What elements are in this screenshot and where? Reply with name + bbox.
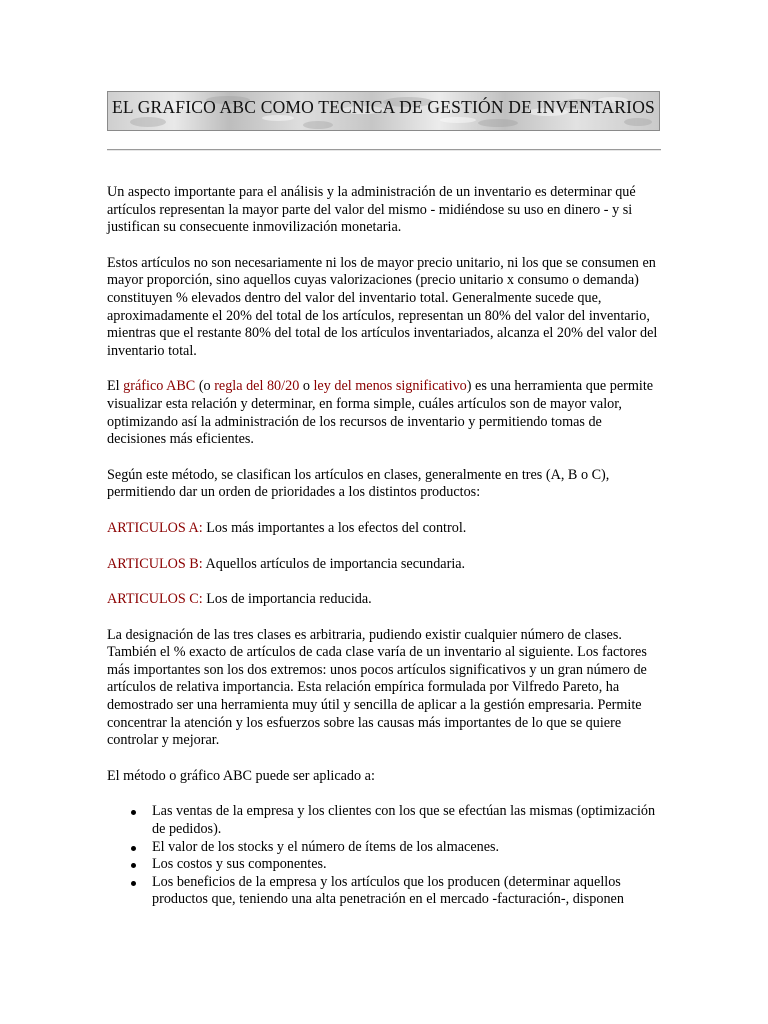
class-b-label: ARTICULOS B: [107,555,203,572]
title-banner [107,91,660,131]
text-fragment: ) es una herramienta que permite visualizar esta relación y determinar, en forma simple, cuáles artículos son de mayor valor, optimizando así la administración de los recursos de inventario y permitiendo tomas de decisiones más eficientes. [107,378,654,448]
page-title: EL GRAFICO ABC COMO TECNICA DE GESTIÓN DE INVENTARIOS [112,97,655,117]
class-b-item [107,556,662,574]
class-a-text: Los más importantes a los efectos del control. [202,519,467,536]
applications-list [107,803,662,909]
class-a-item [107,520,662,538]
paragraph-intro: Un aspecto importante para el análisis y la administración de un inventario es determinar qué artículos representan la mayor parte del valor del mismo - midiéndose su uso en dinero - y si justifican su consecuente inmovilización monetaria. [107,184,636,236]
class-a-label: ARTICULOS A: [107,519,203,536]
list-item: Las ventas de la empresa y los clientes con los que se efectúan las mismas (optimización de pedidos). [152,803,662,838]
link-regla-80-20[interactable]: regla del 80/20 [214,378,300,395]
paragraph-method: Según este método, se clasifican los artículos en clases, generalmente en tres (A, B o C), permitiendo dar un orden de prioridades a los distintos productos: [107,466,610,501]
link-ley-menos-significativo[interactable]: ley del menos significativo [313,378,467,395]
link-grafico-abc[interactable]: gráfico ABC [123,378,196,395]
class-b-text: Aquellos artículos de importancia secundaria. [202,555,466,572]
paragraph-classes: La designación de las tres clases es arbitraria, pudiendo existir cualquier número de clases. También el % exacto de artículos de cada clase varía de un inventario al siguiente. Los factores más importantes son los dos extremos: unos pocos artículos significativos y un gran número de artículos de relativa importancia. Esta relación empírica formulada por Vilfredo Pareto, ha demostrado ser una herramienta muy útil y sencilla de aplicar a la gestión empresaria. Permite concentrar la atención y los esfuerzos sobre las causas más importantes de lo que se quiere controlar y mejorar. [107,626,647,749]
class-c-item [107,591,662,609]
class-c-text: Los de importancia reducida. [202,591,372,608]
article-body [107,184,662,909]
text-fragment: El [107,378,124,395]
list-item: Los costos y sus componentes. [152,856,662,874]
text-fragment: o [299,378,314,395]
paragraph-applications-intro: El método o gráfico ABC puede ser aplicado a: [107,767,375,784]
paragraph-abc-definition [107,378,662,448]
class-c-label: ARTICULOS C: [107,591,203,608]
list-item: El valor de los stocks y el número de ítems de los almacenes. [152,839,662,857]
horizontal-divider [107,149,661,151]
paragraph-pareto: Estos artículos no son necesariamente ni los de mayor precio unitario, ni los que se consumen en mayor proporción, sino aquellos cuyas valorizaciones (precio unitario x consumo o demanda) constituyen % elevados dentro del valor del inventario total. Generalmente sucede que, aproximadamente el 20% del total de los artículos, representan un 80% del valor del inventario, mientras que el restante 80% del total de los artículos inventariados, alcanza el 20% del valor del inventario total. [107,254,658,359]
list-item: Los beneficios de la empresa y los artículos que los producen (determinar aquellos productos que, teniendo una alta penetración en el mercado -facturación-, disponen [152,874,662,909]
text-fragment: (o [195,378,215,395]
